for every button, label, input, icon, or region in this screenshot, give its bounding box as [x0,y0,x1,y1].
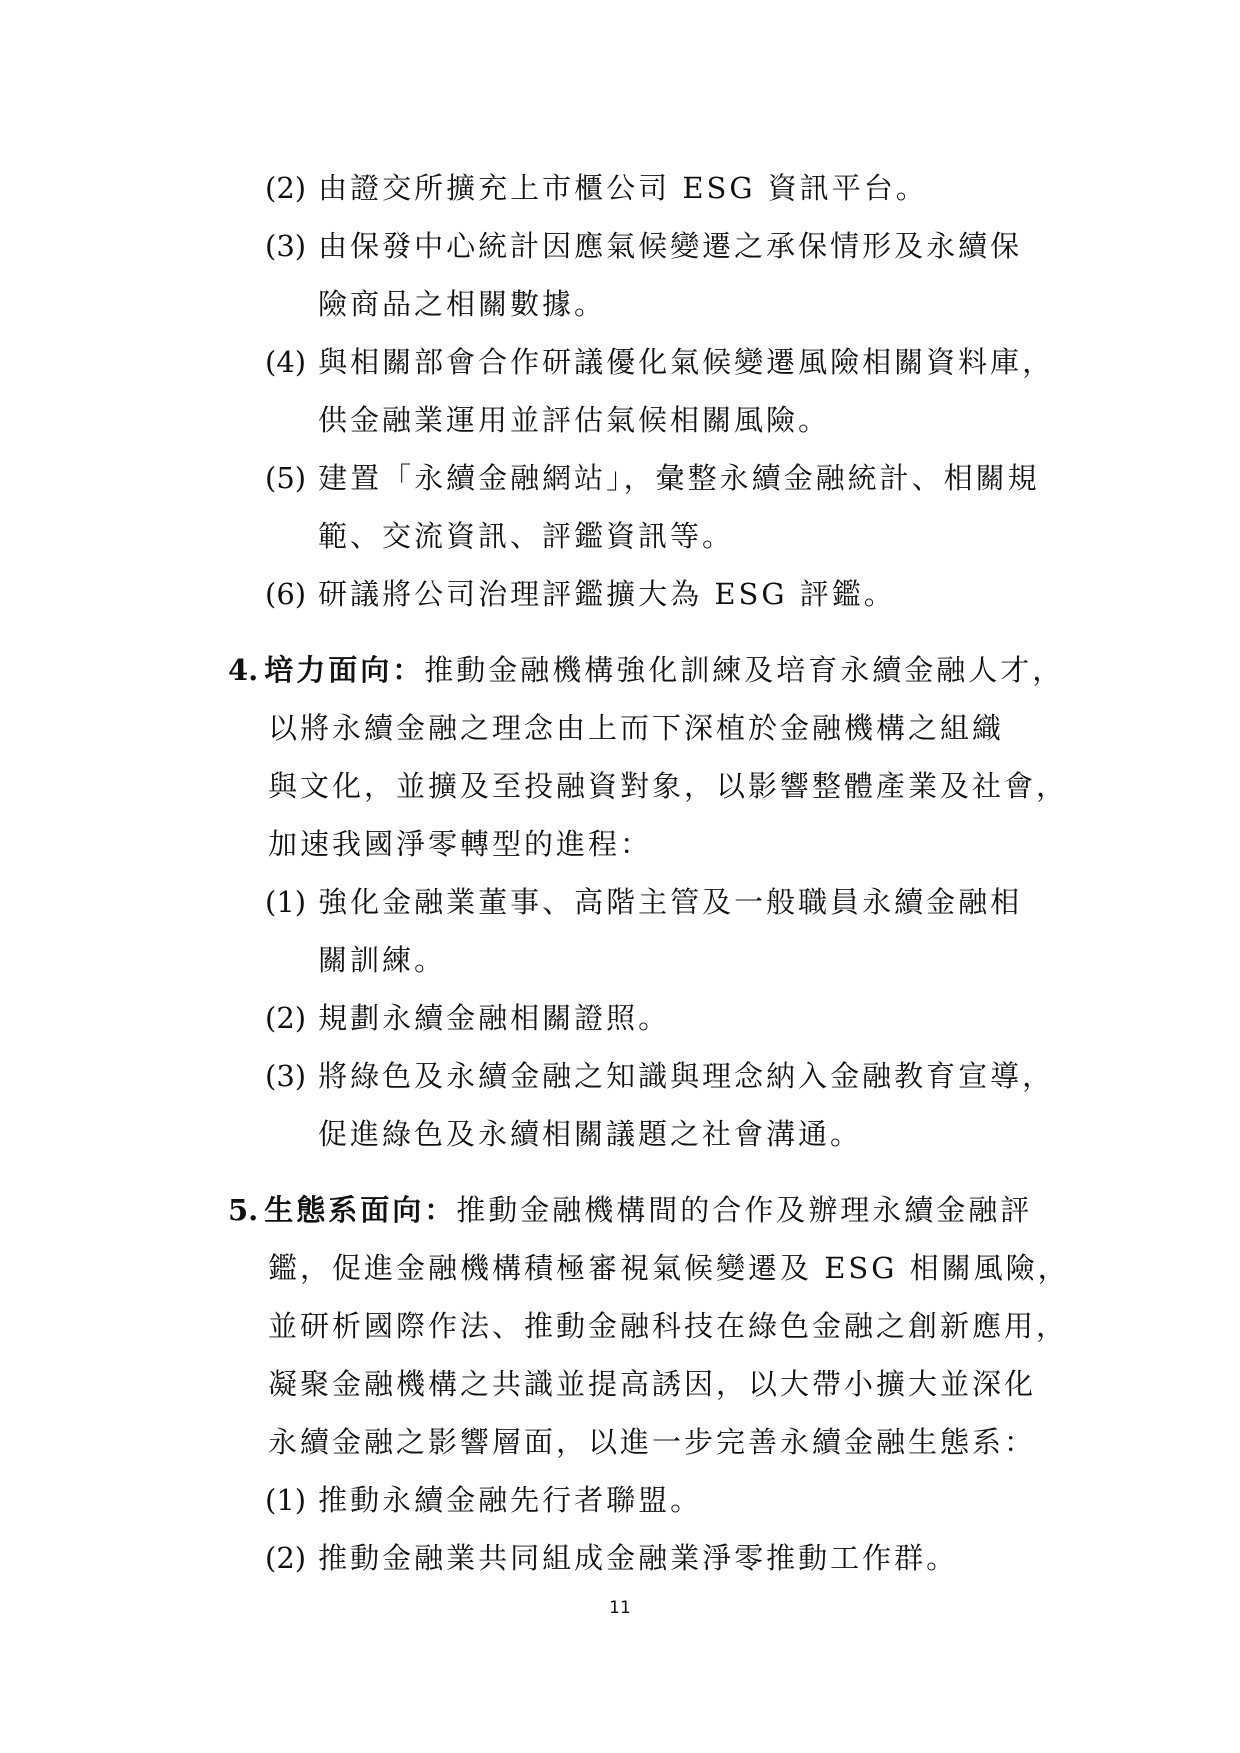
list-item [265,168,928,208]
section-number: 5. [228,1193,259,1227]
item-text-continued: 促進綠色及永續相關議題之社會溝通。 [318,1117,863,1151]
page-number: 11 [609,1598,631,1618]
item-number: (1) [265,1483,307,1517]
item-number: (1) [265,885,307,919]
section-text: 推動金融機構強化訓練及培育永續金融人才， [424,653,1065,687]
item-number: (3) [265,229,307,263]
item-text: 推動永續金融先行者聯盟。 [318,1483,703,1517]
section-text: 永續金融之影響層面，以進一步完善永續金融生態系： [268,1425,1037,1459]
section-4-heading [228,650,1064,690]
section-text: 以將永續金融之理念由上而下深植於金融機構之組織 [268,711,1005,745]
section-text: 加速我國淨零轉型的進程： [268,827,653,861]
item-text-continued: 關訓練。 [318,943,447,977]
list-item [265,458,1040,498]
item-text: 建置「永續金融網站」，彙整永續金融統計、相關規 [318,461,1040,495]
item-text: 推動金融業共同組成金融業淨零推動工作群。 [318,1541,959,1575]
item-number: (2) [265,171,307,205]
item-text: 由保發中心統計因應氣候變遷之承保情形及永續保 [318,229,1023,263]
item-text: 規劃永續金融相關證照。 [318,1001,671,1035]
item-number: (3) [265,1059,307,1093]
item-text-continued: 供金融業運用並評估氣候相關風險。 [318,403,831,437]
section-title: 生態系面向： [264,1193,457,1227]
item-text: 研議將公司治理評鑑擴大為 ESG 評鑑。 [318,577,896,611]
item-text: 將綠色及永續金融之知識與理念納入金融教育宣導， [318,1059,1055,1093]
list-item [265,998,670,1038]
list-item [265,226,1022,266]
item-text-continued: 險商品之相關數據。 [318,287,607,321]
item-number: (5) [265,461,307,495]
section-text: 凝聚金融機構之共識並提高誘因，以大帶小擴大並深化 [268,1367,1037,1401]
item-text: 由證交所擴充上市櫃公司 ESG 資訊平台。 [318,171,928,205]
section-text: 推動金融機構間的合作及辦理永續金融評 [456,1193,1033,1227]
item-text: 強化金融業董事、高階主管及一般職員永續金融相 [318,885,1023,919]
section-title: 培力面向： [264,653,425,687]
section-text: 並研析國際作法、推動金融科技在綠色金融之創新應用， [268,1309,1069,1343]
list-item [265,1056,1054,1096]
section-text: 與文化，並擴及至投融資對象，以影響整體產業及社會， [268,769,1069,803]
item-number: (2) [265,1001,307,1035]
item-number: (4) [265,345,307,379]
list-item [265,882,1022,922]
section-number: 4. [228,653,259,687]
list-item [265,574,896,614]
item-text: 與相關部會合作研議優化氣候變遷風險相關資料庫， [318,345,1055,379]
list-item [265,1480,702,1520]
list-item [265,1538,958,1578]
section-5-heading [228,1190,1032,1230]
list-item [265,342,1054,382]
item-number: (6) [265,577,307,611]
item-number: (2) [265,1541,307,1575]
item-text-continued: 範、交流資訊、評鑑資訊等。 [318,519,735,553]
section-text: 鑑，促進金融機構積極審視氣候變遷及 ESG 相關風險， [268,1251,1070,1285]
